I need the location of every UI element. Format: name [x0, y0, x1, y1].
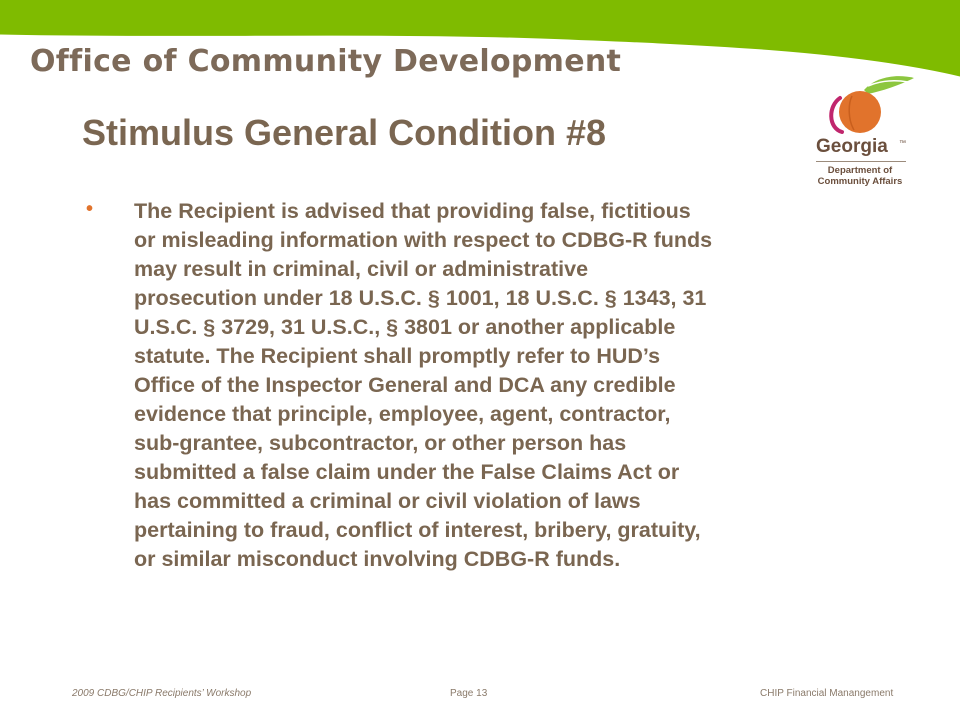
logo-trademark: ™	[899, 140, 906, 147]
slide-title: Stimulus General Condition #8	[82, 112, 607, 153]
body-line: has committed a criminal or civil violation of laws	[134, 489, 641, 513]
logo-subtitle	[808, 165, 912, 187]
bullet-icon: •	[86, 198, 94, 220]
logo-subtitle-line2: Community Affairs	[817, 176, 903, 187]
body-line: The Recipient is advised that providing false, fictitious	[134, 199, 691, 223]
logo-wordmark: Georgia	[816, 136, 888, 157]
footer-section: CHIP Financial Manangement	[760, 688, 894, 699]
footer-page-number: Page 13	[450, 688, 488, 699]
body-line: evidence that principle, employee, agent, contractor,	[134, 402, 671, 426]
footer-workshop: 2009 CDBG/CHIP Recipients’ Workshop	[72, 688, 252, 699]
body-line: or misleading information with respect to CDBG-R funds	[134, 228, 713, 252]
logo-subtitle-line1: Department of	[827, 165, 893, 176]
body-line: pertaining to fraud, conflict of interest, bribery, gratuity,	[134, 518, 701, 542]
body-line: prosecution under 18 U.S.C. § 1001, 18 U.S.C. § 1343, 31	[134, 286, 707, 310]
organization-title: Office of Community Development	[30, 44, 622, 79]
body-line: or similar misconduct involving CDBG-R funds.	[134, 547, 621, 571]
body-line: submitted a false claim under the False Claims Act or	[134, 460, 680, 484]
logo-divider	[816, 161, 906, 162]
body-line: U.S.C. § 3729, 31 U.S.C., § 3801 or another applicable	[134, 315, 676, 339]
body-line: statute. The Recipient shall promptly refer to HUD’s	[134, 344, 661, 368]
bullet-paragraph	[134, 197, 864, 574]
georgia-peach-icon	[802, 72, 922, 136]
body-line: may result in criminal, civil or administrative	[134, 257, 589, 281]
body-line: sub-grantee, subcontractor, or other person has	[134, 431, 627, 455]
dca-logo	[802, 72, 922, 192]
body-line: Office of the Inspector General and DCA any credible	[134, 373, 676, 397]
